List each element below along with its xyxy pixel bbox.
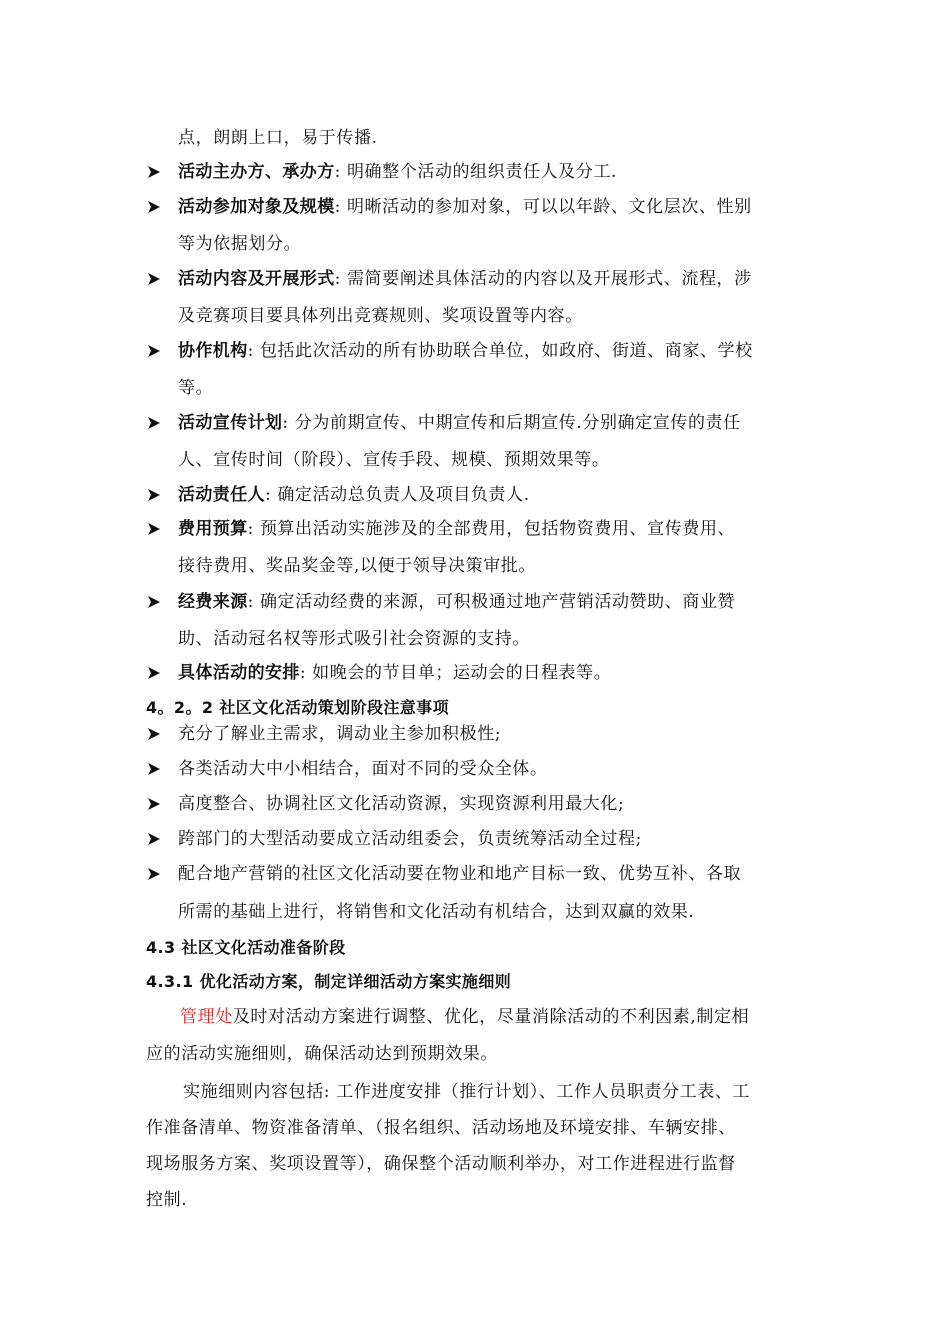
list-item-term: 活动责任人 <box>178 485 265 505</box>
paragraph-2-line-4: 控制. <box>146 1190 188 1210</box>
paragraph-1-text: 及时对活动方案进行调整、优化，尽量消除活动的不利因素,制定相 <box>232 1007 750 1027</box>
list-item <box>178 591 735 613</box>
list-item-term: 费用预算 <box>178 519 248 539</box>
paragraph-2-line-2: 作准备清单、物资准备清单、（报名组织、活动场地及环境安排、车辆安排、 <box>146 1118 736 1138</box>
arrow-bullet-icon <box>146 521 164 539</box>
list-item-text: : 确定活动总负责人及项目负责人. <box>265 485 530 505</box>
arrow-bullet-icon <box>146 866 164 884</box>
list-item <box>178 268 752 290</box>
list-item-continuation: 所需的基础上进行，将销售和文化活动有机结合，达到双赢的效果. <box>178 902 695 922</box>
section-heading-4-2-2: 4。2。2 社区文化活动策划阶段注意事项 <box>146 698 449 717</box>
arrow-bullet-icon <box>146 594 164 612</box>
list-item-text: : 明晰活动的参加对象，可以以年龄、文化层次、性别 <box>334 197 752 217</box>
arrow-bullet-icon <box>146 271 164 289</box>
paragraph-2-line-1: 实施细则内容包括: 工作进度安排（推行计划）、工作人员职责分工表、工 <box>183 1082 751 1102</box>
list-item <box>178 340 753 362</box>
paragraph-1-line-1 <box>180 1006 749 1028</box>
section-heading-4-3-1: 4.3.1 优化活动方案，制定详细活动方案实施细则 <box>146 972 512 991</box>
list-item-continuation: 等为依据划分。 <box>178 234 302 254</box>
list-item <box>178 662 611 684</box>
list-item: 配合地产营销的社区文化活动要在物业和地产目标一致、优势互补、各取 <box>178 864 742 884</box>
list-item-continuation: 助、活动冠名权等形式吸引社会资源的支持。 <box>178 629 530 649</box>
list-item-term: 经费来源 <box>178 592 248 612</box>
list-item-continuation: 等。 <box>178 378 214 398</box>
highlighted-term: 管理处 <box>180 1007 233 1027</box>
arrow-bullet-icon <box>146 415 164 433</box>
list-item-continuation: 及竞赛项目要具体列出竞赛规则、奖项设置等内容。 <box>178 306 583 326</box>
list-item-term: 活动内容及开展形式 <box>178 269 335 289</box>
list-item: 跨部门的大型活动要成立活动组委会，负责统筹活动全过程; <box>178 829 642 849</box>
list-item-text: : 包括此次活动的所有协助联合单位，如政府、街道、商家、学校 <box>247 341 753 361</box>
list-item-continuation: 接待费用、奖品奖金等,以便于领导决策审批。 <box>178 556 537 576</box>
list-item <box>178 412 741 434</box>
arrow-bullet-icon <box>146 831 164 849</box>
list-item <box>178 518 735 540</box>
arrow-bullet-icon <box>146 343 164 361</box>
continuation-text: 点，朗朗上口，易于传播. <box>178 128 378 148</box>
arrow-bullet-icon <box>146 665 164 683</box>
list-item <box>178 196 752 218</box>
list-item-text: : 预算出活动实施涉及的全部费用，包括物资费用、宣传费用、 <box>247 519 736 539</box>
list-item-term: 具体活动的安排 <box>178 663 300 683</box>
list-item-continuation: 人、宣传时间（阶段）、宣传手段、规模、预期效果等。 <box>178 450 610 470</box>
list-item-text: : 分为前期宣传、中期宣传和后期宣传.分别确定宣传的责任 <box>282 413 741 433</box>
list-item-term: 协作机构 <box>178 341 248 361</box>
arrow-bullet-icon <box>146 487 164 505</box>
list-item-text: : 如晚会的节目单；运动会的日程表等。 <box>299 663 612 683</box>
arrow-bullet-icon <box>146 726 164 744</box>
arrow-bullet-icon <box>146 164 164 182</box>
list-item: 充分了解业主需求，调动业主参加积极性; <box>178 724 502 744</box>
list-item-text: : 需简要阐述具体活动的内容以及开展形式、流程，涉 <box>334 269 752 289</box>
list-item: 各类活动大中小相结合，面对不同的受众全体。 <box>178 759 548 779</box>
paragraph-2-line-3: 现场服务方案、奖项设置等），确保整个活动顺利举办，对工作进程进行监督 <box>146 1154 736 1174</box>
paragraph-1-line-2: 应的活动实施细则，确保活动达到预期效果。 <box>146 1044 498 1064</box>
list-item-text: : 确定活动经费的来源，可积极通过地产营销活动赞助、商业赞 <box>247 592 736 612</box>
list-item <box>178 484 530 506</box>
list-item-term: 活动参加对象及规模 <box>178 197 335 217</box>
list-item-text: : 明确整个活动的组织责任人及分工. <box>334 162 617 182</box>
list-item: 高度整合、协调社区文化活动资源，实现资源利用最大化; <box>178 794 625 814</box>
arrow-bullet-icon <box>146 761 164 779</box>
section-heading-4-3: 4.3 社区文化活动准备阶段 <box>146 938 346 957</box>
list-item <box>178 161 617 183</box>
list-item-term: 活动主办方、承办方 <box>178 162 335 182</box>
list-item-term: 活动宣传计划 <box>178 413 283 433</box>
arrow-bullet-icon <box>146 199 164 217</box>
arrow-bullet-icon <box>146 796 164 814</box>
